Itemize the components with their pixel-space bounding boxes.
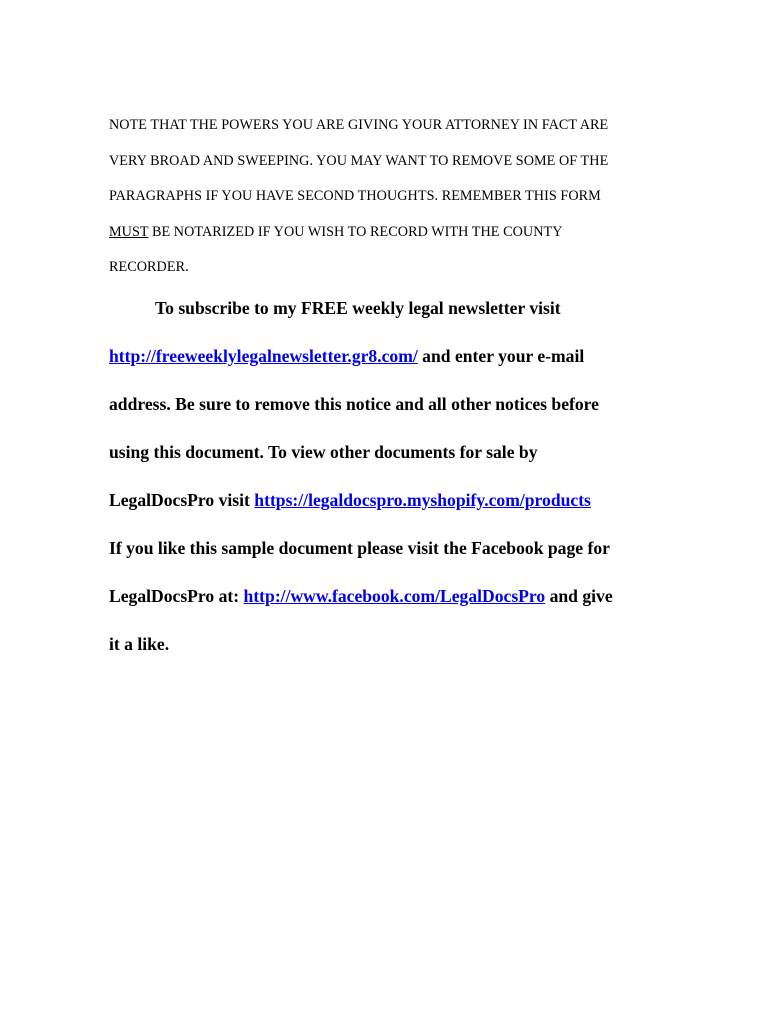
shop-products-link[interactable]: https://legaldocspro.myshopify.com/products xyxy=(254,490,591,510)
promo-line: If you like this sample document please visit the Facebook page for xyxy=(109,538,610,558)
newsletter-link[interactable]: http://freeweeklylegalnewsletter.gr8.com/ xyxy=(109,346,418,366)
promo-line-text: and enter your e-mail xyxy=(417,346,585,366)
must-emphasis: MUST xyxy=(109,223,149,240)
note-line-text: BE NOTARIZED IF YOU WISH TO RECORD WITH THE COUNTY xyxy=(148,223,563,240)
note-line: VERY BROAD AND SWEEPING. YOU MAY WANT TO REMOVE SOME OF THE xyxy=(109,152,609,169)
promo-line-text: To subscribe to my FREE weekly legal newsletter visit xyxy=(155,298,561,318)
note-line: NOTE THAT THE POWERS YOU ARE GIVING YOUR ATTORNEY IN FACT ARE xyxy=(109,117,609,133)
promo-line: it a like. xyxy=(109,634,170,654)
notarization-note xyxy=(109,108,699,286)
promo-line-text: LegalDocsPro visit xyxy=(109,490,255,510)
promo-line: using this document. To view other documents for sale by xyxy=(109,442,538,462)
newsletter-notice xyxy=(109,284,709,668)
promo-line-text: and give xyxy=(545,586,613,606)
promo-line xyxy=(109,476,709,524)
promo-line xyxy=(109,332,709,380)
note-line: RECORDER. xyxy=(109,259,189,275)
promo-line-text: LegalDocsPro at: xyxy=(109,586,244,606)
promo-line xyxy=(109,572,709,620)
promo-line: address. Be sure to remove this notice and all other notices before xyxy=(109,394,599,414)
note-line: PARAGRAPHS IF YOU HAVE SECOND THOUGHTS. REMEMBER THIS FORM xyxy=(109,188,601,204)
promo-line xyxy=(109,284,709,332)
note-line xyxy=(109,215,699,251)
facebook-page-link[interactable]: http://www.facebook.com/LegalDocsPro xyxy=(243,586,546,606)
